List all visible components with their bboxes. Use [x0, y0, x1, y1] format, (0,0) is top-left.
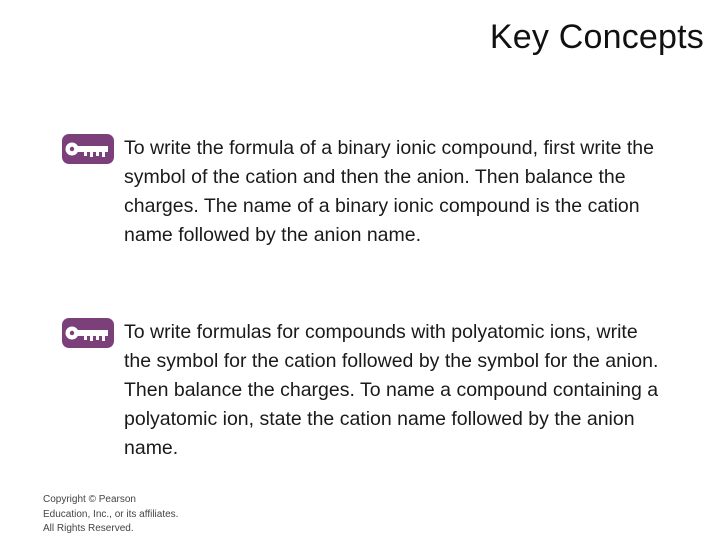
slide-title: Key Concepts	[489, 18, 704, 56]
key-icon	[62, 318, 114, 348]
copyright-notice	[43, 493, 178, 537]
key-concept-text: To write formulas for compounds with polyatomic ions, write the symbol for the cation followed by the symbol for the anion. Then balance the charges. To name a compound containing a polyatomic ion, state the cation name followed by the anion name.	[124, 321, 659, 459]
key-icon	[62, 134, 114, 164]
copyright-line: Copyright © Pearson	[43, 494, 136, 505]
copyright-line: Education, Inc., or its affiliates.	[43, 508, 179, 520]
copyright-line: All Rights Reserved.	[43, 523, 134, 534]
key-concept-text: To write the formula of a binary ionic compound, first write the symbol of the cation and then the anion. Then balance the charges. The name of a binary ionic compound is the cation name followed by the anion name.	[124, 137, 654, 246]
